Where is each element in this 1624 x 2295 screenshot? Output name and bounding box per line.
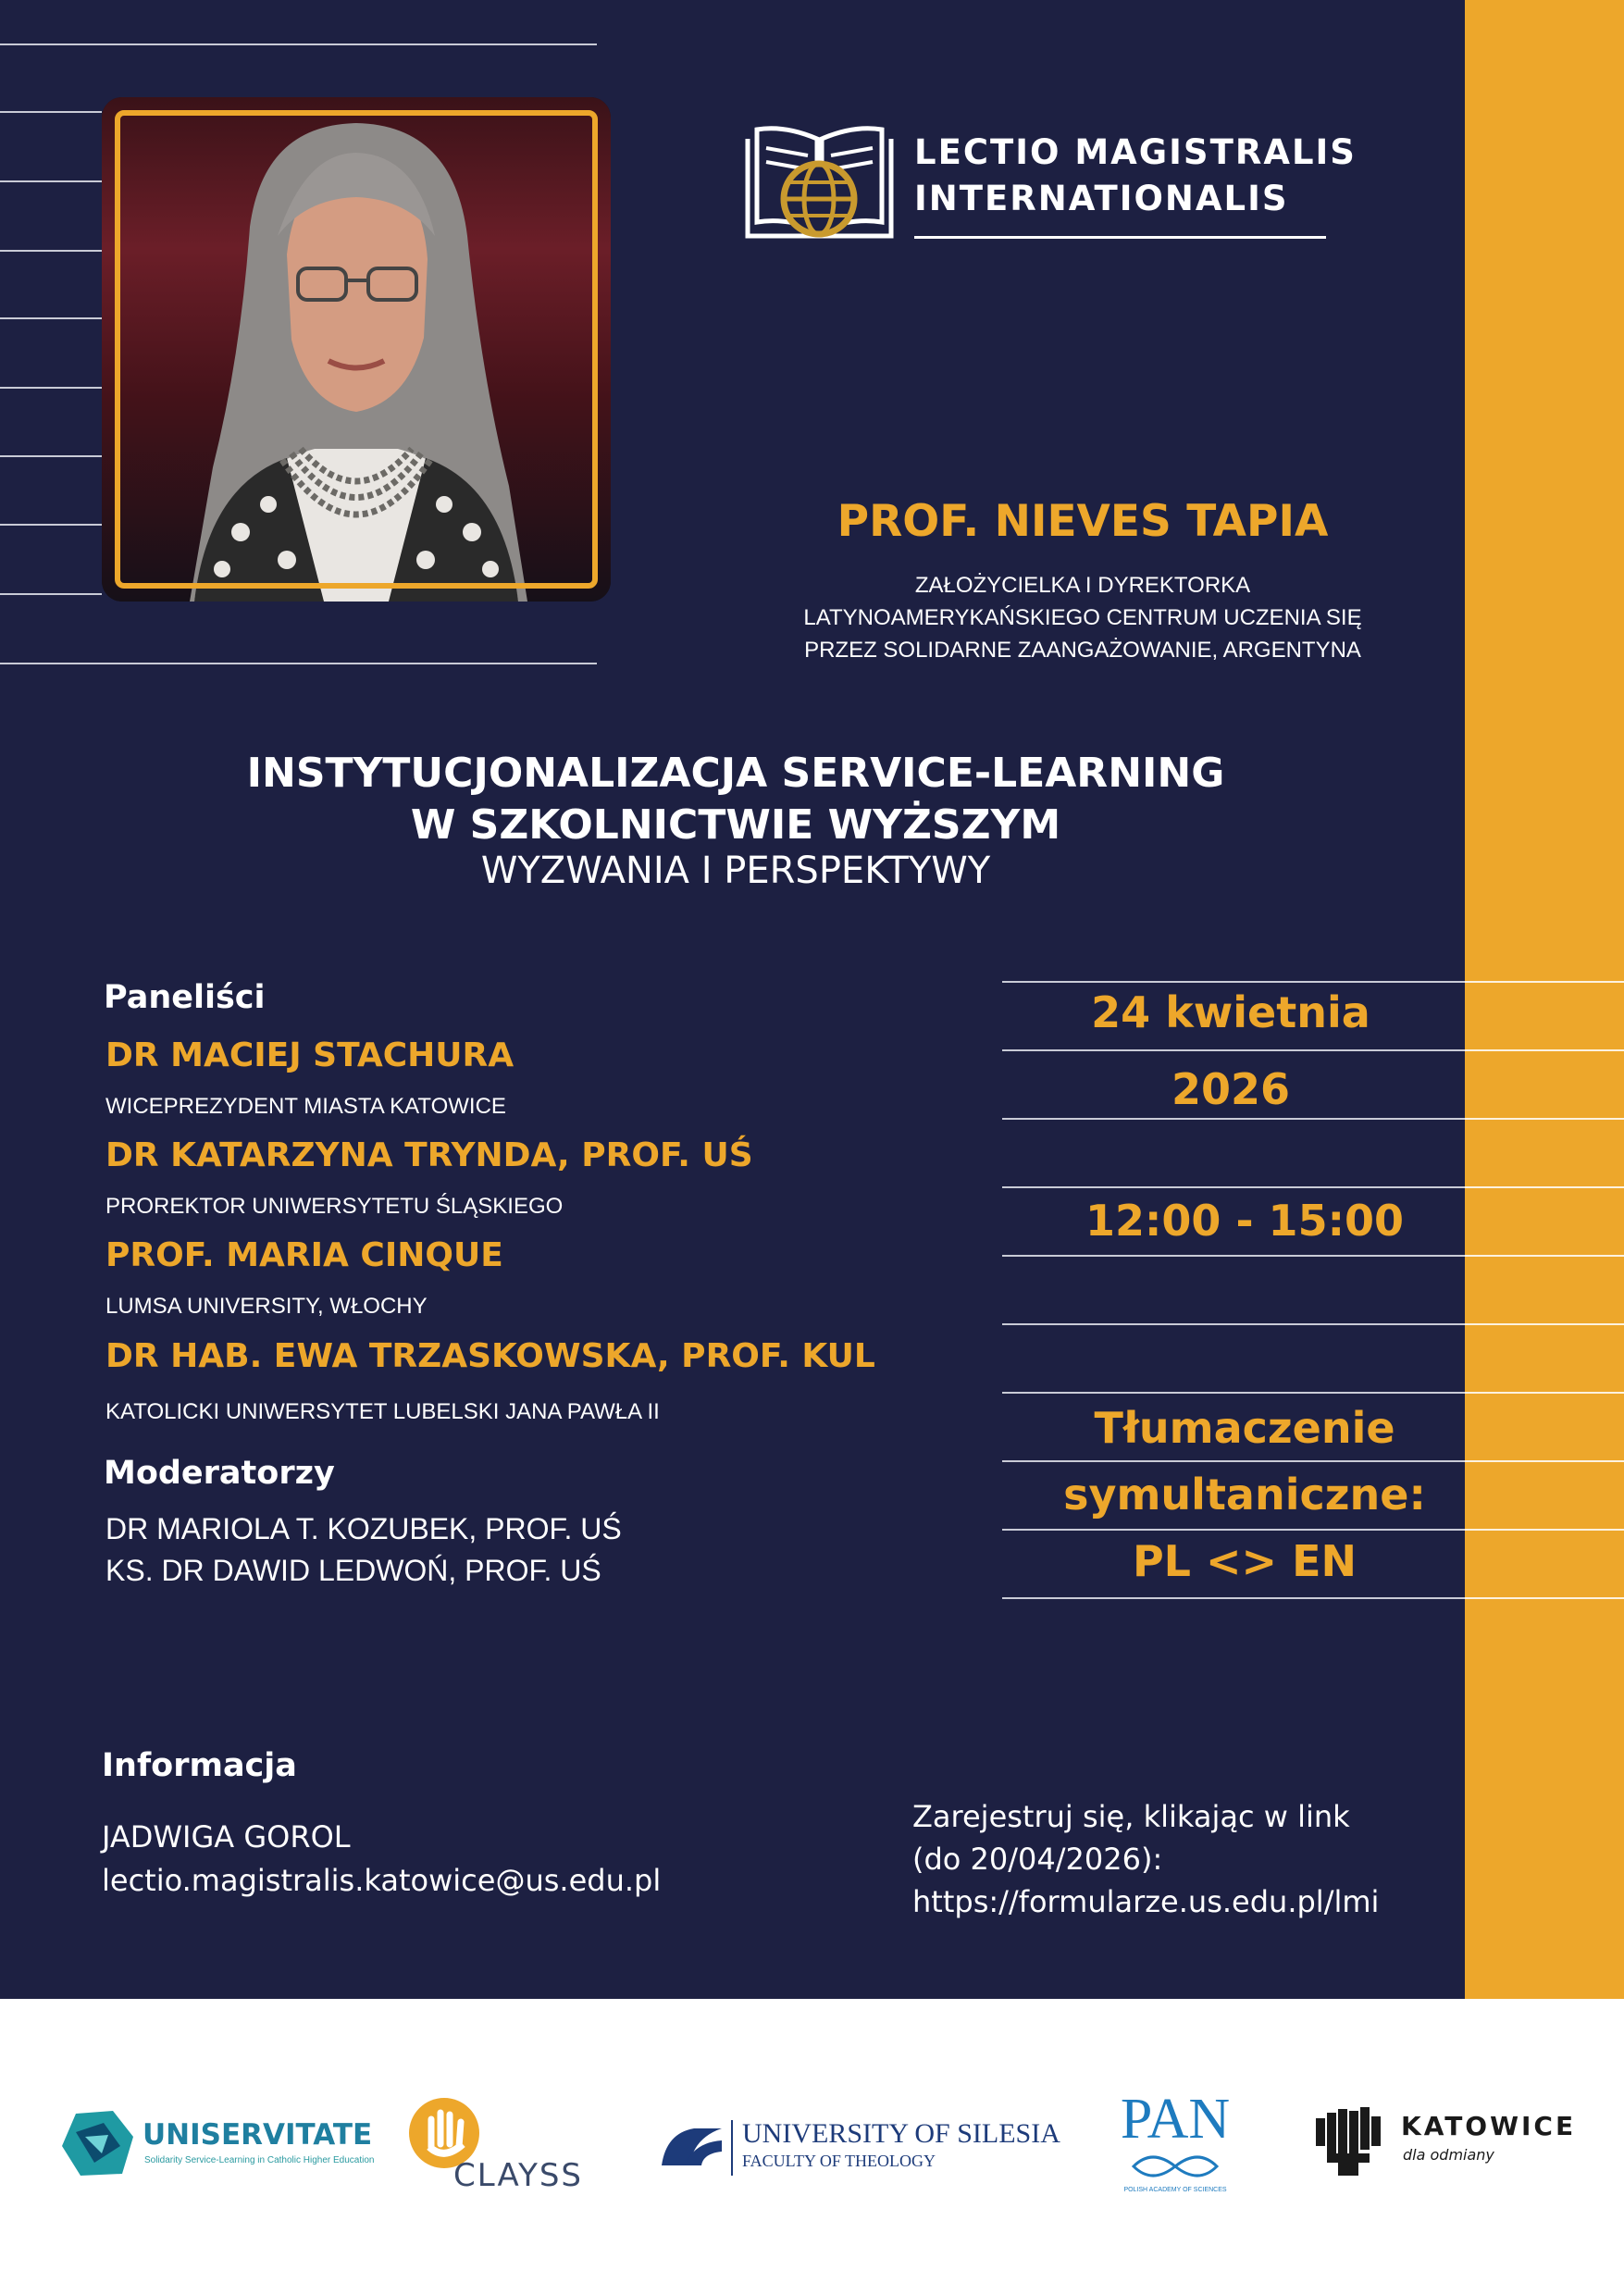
partners-footer [0,1999,1624,2295]
logo-underline [914,236,1326,239]
divider-line [1465,1049,1624,1051]
pan-name: PAN [1120,2088,1231,2151]
divider-line [1002,1323,1465,1325]
divider-line [1002,1255,1465,1257]
decor-line [0,593,102,595]
registration-line-1: Zarejestruj się, klikając w link [912,1799,1350,1834]
decor-line [0,317,102,319]
divider-line [1465,1118,1624,1120]
translation-label-1: Tłumaczenie [1094,1403,1395,1453]
talk-title [0,748,1471,851]
registration-line-2: (do 20/04/2026): [912,1842,1163,1877]
speaker-role [722,569,1444,666]
katowice-name: KATOWICE [1401,2111,1577,2141]
registration-info [912,1795,1379,1923]
series-line-1: LECTIO MAGISTRALIS [914,132,1357,172]
pan-infinity-icon [1115,2148,1235,2185]
speaker-role-line: ZAŁOŻYCIELKA I DYREKTORKA [914,573,1251,598]
talk-title-line-1: INSTYTUCJONALIZACJA SERVICE-LEARNING [246,750,1225,797]
panelist-role: LUMSA UNIVERSITY, WŁOCHY [105,1294,428,1319]
speaker-role-line: PRZEZ SOLIDARNE ZAANGAŻOWANIE, ARGENTYNA [804,638,1361,663]
panelists-heading: Paneliści [104,979,266,1016]
series-line-2: INTERNATIONALIS [914,179,1289,218]
event-year: 2026 [1171,1064,1291,1114]
talk-title-line-2: W SZKOLNICTWIE WYŻSZYM [410,801,1061,849]
uniservitate-emblem-icon [57,2109,141,2177]
talk-subtitle: WYZWANIA I PERSPEKTYWY [480,850,991,892]
book-globe-icon [743,120,896,241]
info-heading: Informacja [102,1747,297,1784]
decor-line [0,387,102,389]
divider-line [1002,1049,1465,1051]
divider-line [1465,1392,1624,1394]
contact-name: JADWIGA GOROL [102,1819,351,1855]
divider-line [1465,981,1624,983]
registration-link[interactable]: https://formularze.us.edu.pl/lmi [912,1884,1380,1919]
translation-languages: PL <> EN [1132,1536,1357,1586]
panelist-role: PROREKTOR UNIWERSYTETU ŚLĄSKIEGO [105,1194,564,1219]
translation-label-2: symultaniczne: [1063,1470,1426,1520]
gold-side-bar [1465,0,1624,1999]
contact-email[interactable]: lectio.magistralis.katowice@us.edu.pl [102,1863,662,1898]
divider-line [1002,1529,1465,1531]
silesia-faculty: FACULTY OF THEOLOGY [742,2152,936,2170]
divider-line [1465,1255,1624,1257]
katowice-emblem-icon [1312,2105,1386,2179]
speaker-name: PROF. NIEVES TAPIA [837,496,1329,547]
uniservitate-name: UNISERVITATE [143,2118,373,2152]
divider-line [1002,981,1465,983]
panelist-name: DR HAB. EWA TRZASKOWSKA, PROF. KUL [105,1337,875,1375]
moderators-heading: Moderatorzy [104,1455,335,1492]
university-of-silesia-logo [657,2115,1060,2179]
pan-tagline: POLISH ACADEMY OF SCIENCES [1123,2187,1227,2193]
panelist-name: PROF. MARIA CINQUE [105,1236,503,1274]
clayss-name: CLAYSS [453,2157,584,2194]
divider-line [1002,1392,1465,1394]
uniservitate-tagline: Solidarity Service-Learning in Catholic Higher Education [144,2155,375,2165]
divider-line [1002,1186,1465,1188]
moderator-name: KS. DR DAWID LEDWOŃ, PROF. UŚ [105,1554,601,1587]
divider-line [1465,1597,1624,1599]
panelist-name: DR MACIEJ STACHURA [105,1036,514,1074]
divider-line [1002,1597,1465,1599]
silesia-name: UNIVERSITY OF SILESIA [742,2118,1060,2149]
decor-line [0,663,597,664]
pan-logo [1106,2087,1245,2198]
moderators-list [105,1508,622,1592]
panelist-role: KATOLICKI UNIWERSYTET LUBELSKI JANA PAWŁA II [105,1399,660,1424]
decor-line [0,524,102,526]
us-emblem-icon [657,2124,726,2170]
speaker-role-line: LATYNOAMERYKAŃSKIEGO CENTRUM UCZENIA SIĘ [803,605,1362,630]
decor-line [0,43,597,45]
clayss-logo [405,2096,584,2198]
katowice-logo [1312,2105,1577,2184]
divider-line [1465,1460,1624,1462]
event-date: 24 kwietnia [1091,987,1370,1037]
divider-line [1465,1186,1624,1188]
decor-line [0,250,102,252]
event-series-title [914,130,1357,222]
decor-line [0,180,102,182]
moderator-name: DR MARIOLA T. KOZUBEK, PROF. UŚ [105,1512,622,1545]
divider-line [1465,1323,1624,1325]
divider-line [1002,1118,1465,1120]
katowice-tagline: dla odmiany [1403,2146,1494,2164]
event-time: 12:00 - 15:00 [1085,1196,1404,1246]
divider-line [1002,1460,1465,1462]
info-contact [102,1816,661,1903]
decor-line [0,111,102,113]
speaker-photo [102,97,611,602]
decor-line [0,455,102,457]
panelist-name: DR KATARZYNA TRYNDA, PROF. UŚ [105,1136,753,1174]
panelist-role: WICEPREZYDENT MIASTA KATOWICE [105,1094,506,1119]
uniservitate-logo [57,2107,375,2181]
divider-line [1465,1529,1624,1531]
